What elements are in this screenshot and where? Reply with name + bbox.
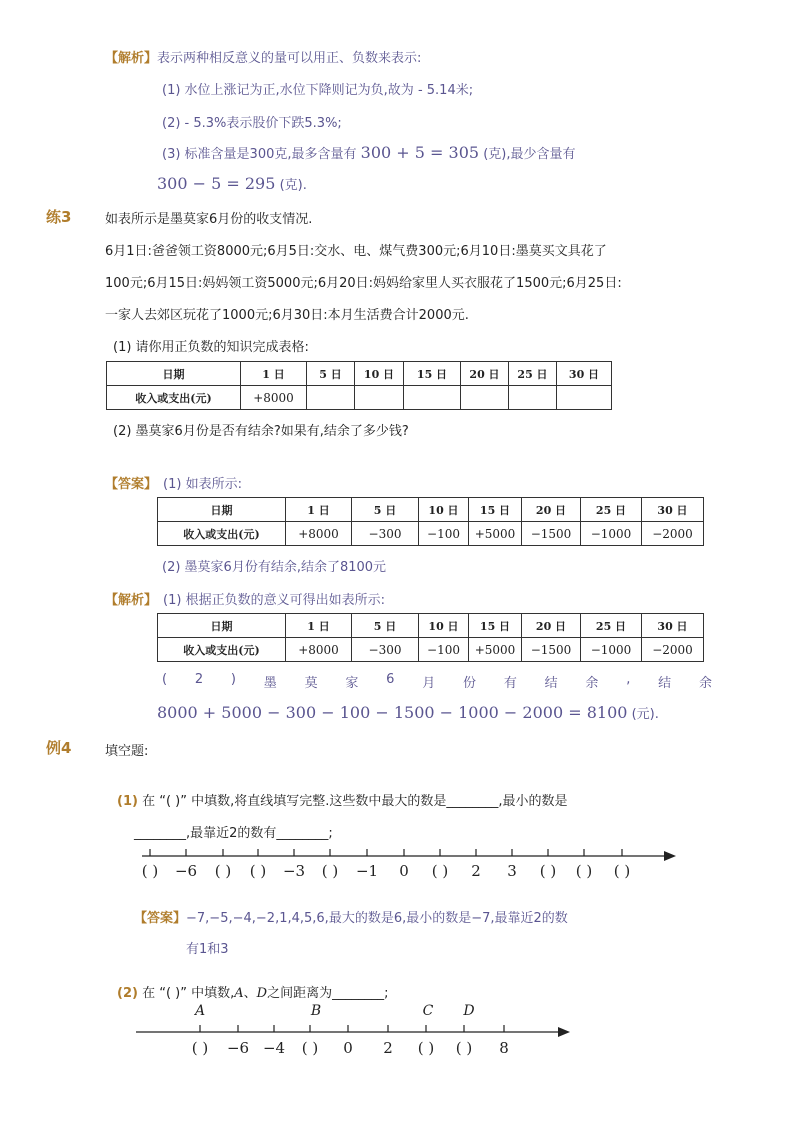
tick-label: ( ) bbox=[321, 862, 339, 880]
jiexi2-j1: (1) 根据正负数的意义可得出如表所示: bbox=[163, 593, 385, 608]
p2-d-letter: D bbox=[256, 986, 268, 1001]
tick-label: ( ) bbox=[214, 862, 232, 880]
table-cell: −1500 bbox=[522, 638, 581, 662]
jiexi2-tag: 【解析】 bbox=[105, 593, 158, 608]
jiexi-item-1: (1) 水位上涨记为正,水位下降则记为负,故为 - 5.14米; bbox=[162, 83, 474, 98]
li4-p1-answer-line1 bbox=[134, 907, 568, 926]
table-header-cell: 1 日 bbox=[286, 614, 352, 638]
table-cell: −1000 bbox=[581, 638, 642, 662]
answer-a2: (2) 墨莫家6月份有结余,结余了8100元 bbox=[162, 560, 387, 575]
jiexi2-j2-line bbox=[162, 672, 712, 691]
item3-math: 300 + 5 = 305 bbox=[360, 143, 480, 162]
number-line-1 bbox=[130, 840, 690, 885]
tick-label: 0 bbox=[343, 1039, 353, 1057]
analysis-table bbox=[157, 613, 704, 662]
table-cell bbox=[557, 386, 612, 410]
j2-char: , bbox=[626, 672, 631, 687]
table-header-row bbox=[107, 362, 612, 386]
j2-char: 墨 bbox=[263, 676, 277, 691]
table-cell: +5000 bbox=[469, 638, 522, 662]
table-row-label: 收入或支出(元) bbox=[158, 522, 286, 546]
point-label: C bbox=[422, 1003, 434, 1019]
lian3-line2: 100元;6月15日:妈妈领工资5000元;6月20日:妈妈给家里人买衣服花了1500元;6月25日: bbox=[105, 276, 622, 291]
table-header-cell: 15 日 bbox=[469, 498, 522, 522]
jiexi-tag: 【解析】 bbox=[105, 51, 158, 66]
table-cell bbox=[461, 386, 509, 410]
table-header-cell: 日期 bbox=[158, 498, 286, 522]
j2-char: 莫 bbox=[304, 676, 318, 691]
li4-tag: 例4 bbox=[46, 739, 72, 757]
tick-label: −4 bbox=[262, 1039, 286, 1057]
table-header-cell: 30 日 bbox=[642, 498, 704, 522]
table-header-cell: 1 日 bbox=[286, 498, 352, 522]
lian3-q2: (2) 墨莫家6月份是否有结余?如果有,结余了多少钱? bbox=[113, 424, 409, 439]
table-cell: −2000 bbox=[642, 522, 704, 546]
table-header-cell: 日期 bbox=[158, 614, 286, 638]
tick-label: ( ) bbox=[455, 1039, 473, 1057]
table-header-cell: 日期 bbox=[107, 362, 241, 386]
j2-char: 6 bbox=[386, 672, 395, 687]
number-line-1-ticks bbox=[150, 849, 622, 856]
item3-tail: (克),最少含量有 bbox=[483, 147, 576, 162]
tick-label: 8 bbox=[499, 1039, 509, 1057]
p2-sep: 、 bbox=[243, 986, 257, 1001]
j2-char: 结 bbox=[544, 676, 558, 691]
number-line-2 bbox=[130, 1000, 580, 1065]
tick-label: 2 bbox=[383, 1039, 393, 1057]
answer-a1: (1) 如表所示: bbox=[163, 477, 242, 492]
tick-label: −6 bbox=[226, 1039, 250, 1057]
j2-tail: (元). bbox=[631, 707, 659, 722]
j2-char: 2 bbox=[194, 672, 204, 687]
table-header-cell: 10 日 bbox=[419, 498, 469, 522]
p1-answer-text1: −7,−5,−4,−2,1,4,5,6,最大的数是6,最小的数是−7,最靠近2的数 bbox=[186, 911, 568, 926]
table-header-cell: 20 日 bbox=[522, 498, 581, 522]
answer-tag: 【答案】 bbox=[105, 477, 158, 492]
lian3-q1: (1) 请你用正负数的知识完成表格: bbox=[113, 340, 309, 355]
tick-label: ( ) bbox=[417, 1039, 435, 1057]
tick-label: ( ) bbox=[191, 1039, 209, 1057]
j2-char: 月 bbox=[422, 676, 436, 691]
table-cell: +8000 bbox=[286, 522, 352, 546]
p1-text1: 在 “( )” 中填数,将直线填写完整.这些数中最大的数是________,最小的数是 bbox=[142, 794, 568, 809]
li4-p1-line2: ________,最靠近2的数有________; bbox=[134, 826, 333, 841]
table-header-row bbox=[158, 498, 704, 522]
table-row bbox=[158, 638, 704, 662]
table-cell bbox=[307, 386, 355, 410]
table-cell: −100 bbox=[419, 522, 469, 546]
table-row bbox=[158, 522, 704, 546]
li4-p1-answer-line2: 有1和3 bbox=[186, 942, 229, 957]
table-header-cell: 5 日 bbox=[307, 362, 355, 386]
p2-a-letter: A bbox=[234, 986, 244, 1001]
table-header-cell: 5 日 bbox=[352, 614, 419, 638]
jiexi2-j2-math-line bbox=[157, 703, 659, 722]
answer bbox=[105, 473, 242, 492]
j2-char: 结 bbox=[658, 676, 672, 691]
tick-label: 3 bbox=[507, 862, 517, 880]
tick-label: ( ) bbox=[249, 862, 267, 880]
table-row-label: 收入或支出(元) bbox=[107, 386, 241, 410]
jiexi-2 bbox=[105, 589, 385, 608]
number-line-1-labels bbox=[142, 862, 630, 880]
p1-answer-tag: 【答案】 bbox=[134, 911, 187, 926]
item3-math2: 300 − 5 = 295 bbox=[157, 174, 276, 193]
tick-label: 2 bbox=[471, 862, 481, 880]
p2-text-a: 在 “( )” 中填数, bbox=[142, 986, 235, 1001]
p2-num: (2) bbox=[117, 986, 138, 1001]
jiexi-item-3 bbox=[162, 143, 575, 162]
j2-math: 8000 + 5000 − 300 − 100 − 1500 − 1000 − 2000 = 8100 bbox=[157, 703, 628, 722]
lian3-title: 如表所示是墨莫家6月份的收支情况. bbox=[105, 212, 313, 227]
j2-char: 余 bbox=[698, 676, 712, 691]
table-cell: +8000 bbox=[286, 638, 352, 662]
number-line-2-point-labels bbox=[193, 1003, 475, 1019]
tick-label: ( ) bbox=[301, 1039, 319, 1057]
lian3-line1: 6月1日:爸爸领工资8000元;6月5日:交水、电、煤气费300元;6月10日:墨莫买文具花了 bbox=[105, 244, 607, 259]
table-header-cell: 10 日 bbox=[355, 362, 404, 386]
lian3-tag: 练3 bbox=[46, 208, 72, 226]
table-header-cell: 25 日 bbox=[509, 362, 557, 386]
tick-label: ( ) bbox=[431, 862, 449, 880]
lian3-line3: 一家人去郊区玩花了1000元;6月30日:本月生活费合计2000元. bbox=[105, 308, 469, 323]
point-label: D bbox=[463, 1003, 475, 1019]
point-label: B bbox=[310, 1003, 322, 1019]
p2-text-b: 之间距离为________; bbox=[267, 986, 389, 1001]
table-row bbox=[107, 386, 612, 410]
table-cell bbox=[404, 386, 461, 410]
jiexi-item-2: (2) - 5.3%表示股价下跌5.3%; bbox=[162, 116, 342, 131]
table-cell bbox=[509, 386, 557, 410]
tick-label: ( ) bbox=[539, 862, 557, 880]
j2-char: ) bbox=[230, 672, 236, 687]
j2-char: 家 bbox=[345, 676, 359, 691]
tick-label: −3 bbox=[282, 862, 306, 880]
table-header-cell: 1 日 bbox=[241, 362, 307, 386]
p1-num: (1) bbox=[117, 794, 138, 809]
table-header-cell: 10 日 bbox=[419, 614, 469, 638]
item3-text: (3) 标准含量是300克,最多含量有 bbox=[162, 147, 357, 162]
table-header-cell: 20 日 bbox=[461, 362, 509, 386]
j2-char: 份 bbox=[463, 676, 477, 691]
table-header-cell: 30 日 bbox=[557, 362, 612, 386]
li4-p1-line1 bbox=[117, 790, 568, 809]
question-table bbox=[106, 361, 612, 410]
table-header-cell: 25 日 bbox=[581, 614, 642, 638]
answer-table bbox=[157, 497, 704, 546]
table-header-cell: 5 日 bbox=[352, 498, 419, 522]
tick-label: ( ) bbox=[575, 862, 593, 880]
table-header-cell: 15 日 bbox=[469, 614, 522, 638]
tick-label: −1 bbox=[355, 862, 379, 880]
table-cell: −100 bbox=[419, 638, 469, 662]
table-header-cell: 20 日 bbox=[522, 614, 581, 638]
jiexi-intro: 表示两种相反意义的量可以用正、负数来表示: bbox=[157, 51, 422, 66]
arrow-head-icon bbox=[558, 1027, 570, 1037]
li4-p2-line bbox=[117, 982, 388, 1001]
j2-char: 余 bbox=[585, 676, 599, 691]
table-header-cell: 25 日 bbox=[581, 498, 642, 522]
table-header-cell: 15 日 bbox=[404, 362, 461, 386]
table-cell: −300 bbox=[352, 638, 419, 662]
table-cell: −1500 bbox=[522, 522, 581, 546]
table-cell bbox=[355, 386, 404, 410]
tick-label: −6 bbox=[174, 862, 198, 880]
table-cell: +8000 bbox=[241, 386, 307, 410]
number-line-2-ticks bbox=[200, 1025, 504, 1032]
tick-label: ( ) bbox=[141, 862, 159, 880]
arrow-head-icon bbox=[664, 851, 676, 861]
table-row-label: 收入或支出(元) bbox=[158, 638, 286, 662]
table-header-cell: 30 日 bbox=[642, 614, 704, 638]
table-cell: −2000 bbox=[642, 638, 704, 662]
tick-label: 0 bbox=[399, 862, 409, 880]
table-cell: −1000 bbox=[581, 522, 642, 546]
jiexi-item-3-cont bbox=[157, 174, 307, 193]
jiexi-1 bbox=[105, 47, 421, 66]
point-label: A bbox=[194, 1003, 206, 1019]
table-cell: +5000 bbox=[469, 522, 522, 546]
tick-label: ( ) bbox=[613, 862, 631, 880]
li4-title: 填空题: bbox=[105, 744, 149, 759]
j2-char: ( bbox=[162, 672, 168, 687]
item3-end: (克). bbox=[279, 178, 307, 193]
number-line-2-labels bbox=[192, 1039, 509, 1057]
table-cell: −300 bbox=[352, 522, 419, 546]
j2-char: 有 bbox=[503, 676, 517, 691]
table-header-row bbox=[158, 614, 704, 638]
